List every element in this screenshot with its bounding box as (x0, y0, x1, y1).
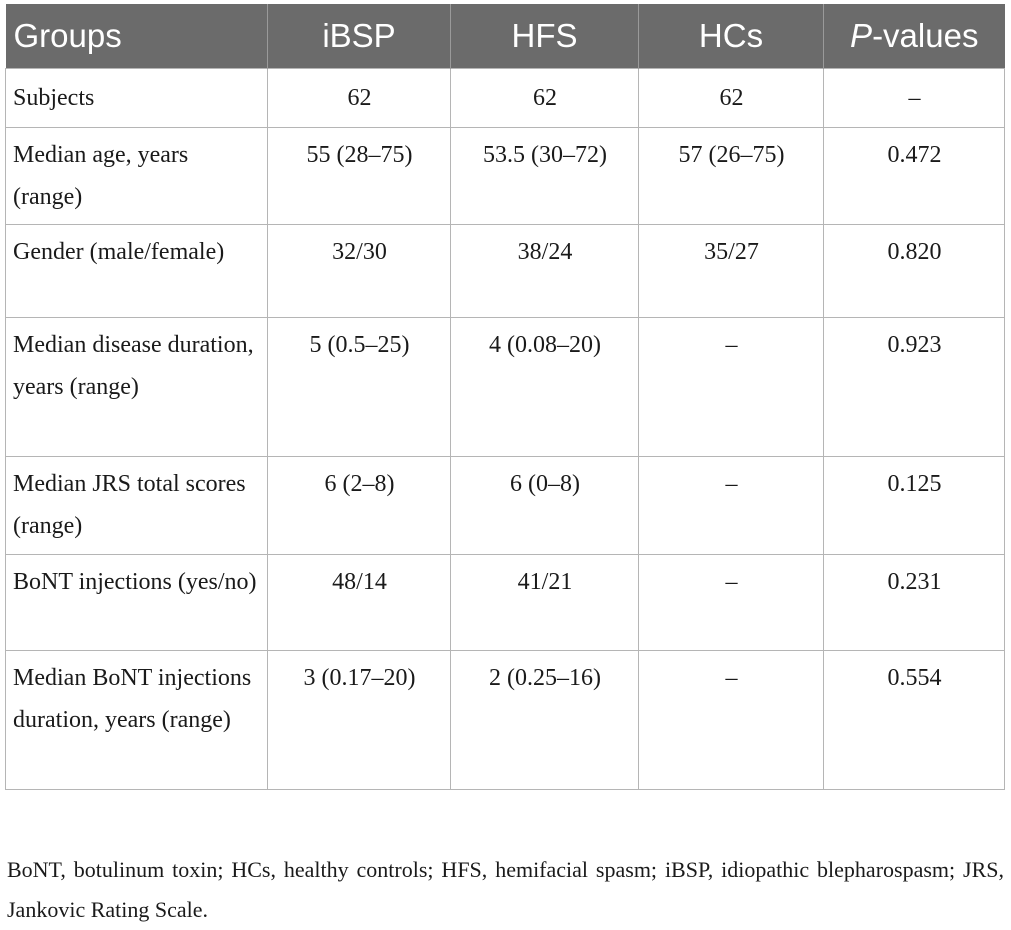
row-label: Gender (male/female) (6, 225, 268, 318)
cell-hcs: 62 (639, 69, 824, 128)
data-table (5, 4, 1005, 790)
cell-ibsp: 48/14 (268, 555, 451, 651)
cell-ibsp: 3 (0.17–20) (268, 651, 451, 790)
cell-ibsp: 62 (268, 69, 451, 128)
cell-p-value: 0.923 (824, 318, 1005, 457)
cell-p-value: 0.125 (824, 457, 1005, 555)
table-row (6, 69, 1005, 128)
cell-hfs: 41/21 (451, 555, 639, 651)
header-p-letter: P (850, 17, 873, 54)
cell-hcs: 35/27 (639, 225, 824, 318)
cell-hfs: 53.5 (30–72) (451, 128, 639, 225)
header-hfs: HFS (451, 4, 639, 69)
cell-p-value: 0.472 (824, 128, 1005, 225)
cell-p-value: 0.231 (824, 555, 1005, 651)
table-header (6, 4, 1005, 69)
header-row (6, 4, 1005, 69)
cell-ibsp: 32/30 (268, 225, 451, 318)
table-row (6, 225, 1005, 318)
table-body (6, 69, 1005, 790)
cell-ibsp: 6 (2–8) (268, 457, 451, 555)
row-label: Median JRS total scores (range) (6, 457, 268, 555)
table-row (6, 128, 1005, 225)
cell-hcs: – (639, 457, 824, 555)
cell-hcs: – (639, 651, 824, 790)
cell-hcs: 57 (26–75) (639, 128, 824, 225)
row-label: Median disease duration, years (range) (6, 318, 268, 457)
header-ibsp: iBSP (268, 4, 451, 69)
header-hcs: HCs (639, 4, 824, 69)
cell-p-value: 0.820 (824, 225, 1005, 318)
header-p-suffix: -values (872, 17, 979, 54)
cell-hcs: – (639, 318, 824, 457)
cell-ibsp: 55 (28–75) (268, 128, 451, 225)
table-row (6, 457, 1005, 555)
row-label: Subjects (6, 69, 268, 128)
table-row (6, 318, 1005, 457)
cell-hfs: 2 (0.25–16) (451, 651, 639, 790)
cell-hfs: 4 (0.08–20) (451, 318, 639, 457)
cell-hfs: 62 (451, 69, 639, 128)
table-row (6, 555, 1005, 651)
cell-p-value: – (824, 69, 1005, 128)
row-label: Median BoNT injections duration, years (range) (6, 651, 268, 790)
cell-hcs: – (639, 555, 824, 651)
header-p-values (824, 4, 1005, 69)
table-row (6, 651, 1005, 790)
cell-p-value: 0.554 (824, 651, 1005, 790)
data-table-container (5, 4, 1004, 790)
row-label: BoNT injections (yes/no) (6, 555, 268, 651)
cell-hfs: 38/24 (451, 225, 639, 318)
header-groups: Groups (6, 4, 268, 69)
row-label: Median age, years (range) (6, 128, 268, 225)
cell-ibsp: 5 (0.5–25) (268, 318, 451, 457)
table-footnote: BoNT, botulinum toxin; HCs, healthy controls; HFS, hemifacial spasm; iBSP, idiopathic blepharospasm; JRS, Jankovic Rating Scale. (7, 857, 1004, 922)
cell-hfs: 6 (0–8) (451, 457, 639, 555)
